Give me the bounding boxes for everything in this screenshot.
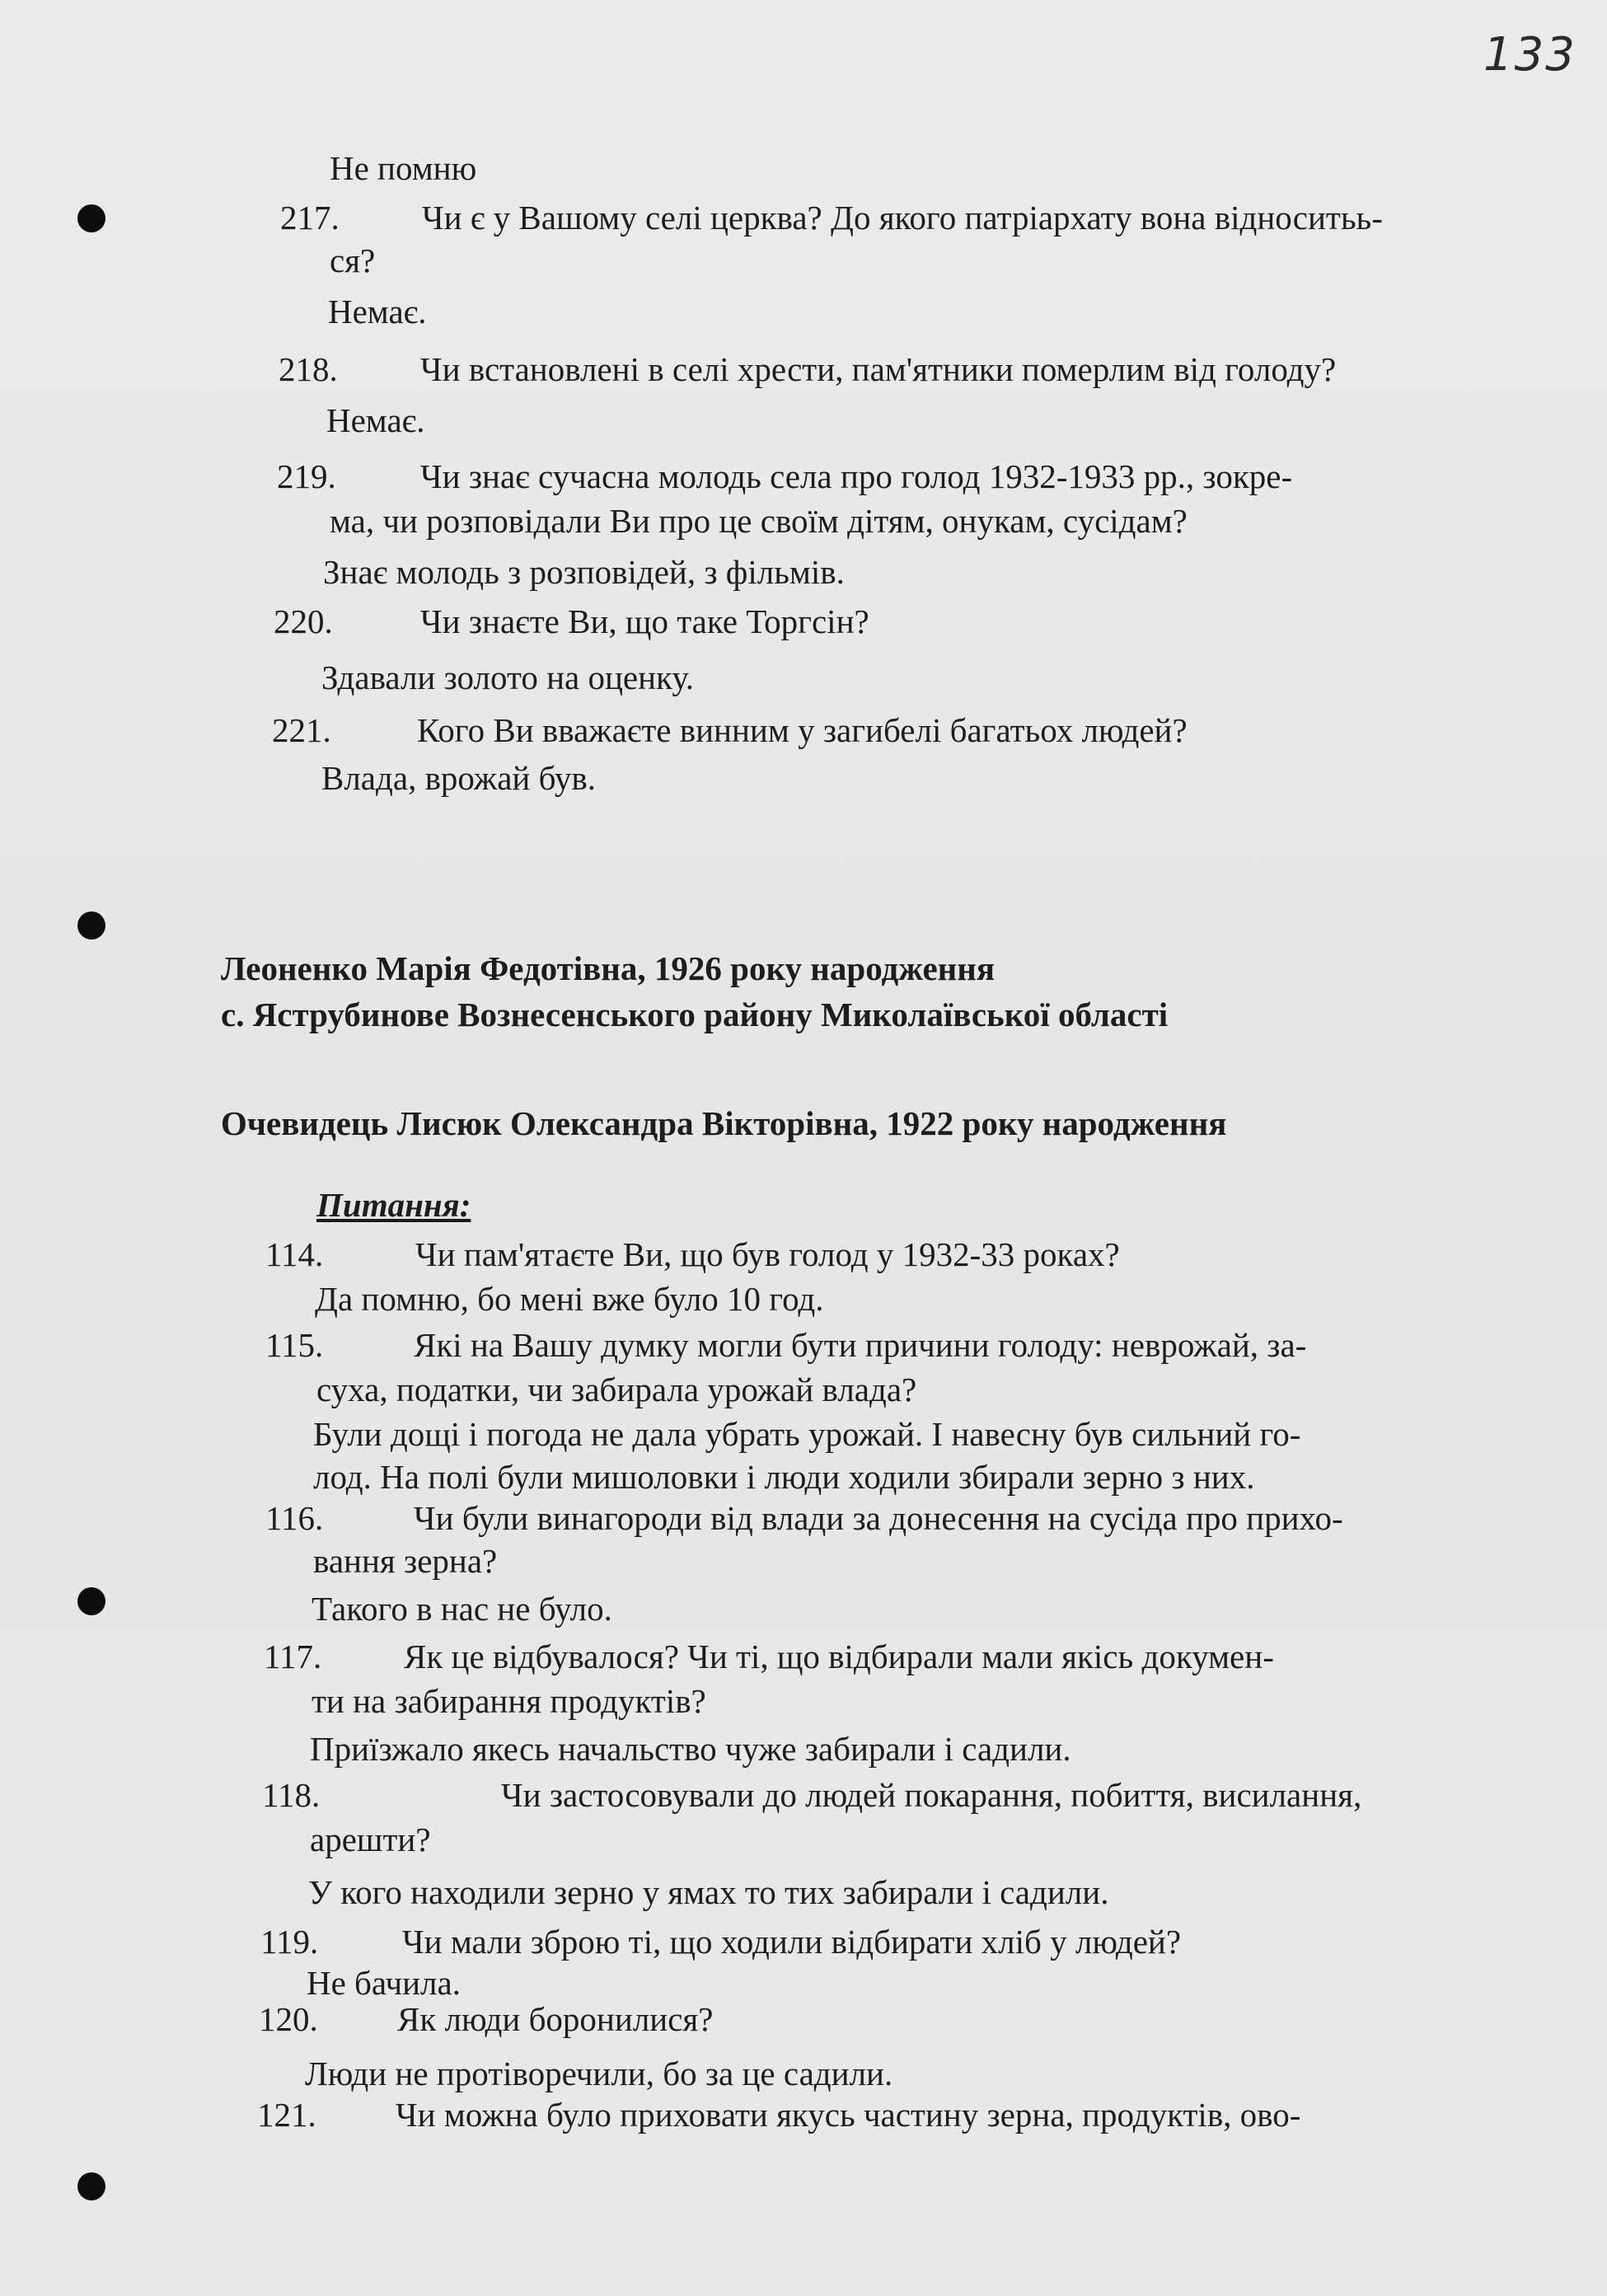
question-text-continued: вання зерна? <box>313 1542 498 1580</box>
question-number: 114. <box>265 1235 324 1273</box>
question-text: Як люди боронилися? <box>397 2000 714 2038</box>
question-number: 221. <box>272 711 331 749</box>
question-number: 121. <box>257 2096 316 2134</box>
question-text-continued: арешти? <box>310 1820 431 1858</box>
questions-label: Питання: <box>316 1186 471 1224</box>
question-number: 117. <box>264 1638 322 1675</box>
question-number: 116. <box>265 1499 324 1537</box>
answer-text: Знає молодь з розповідей, з фільмів. <box>323 553 845 591</box>
question-text-continued: ти на забирання продуктів? <box>312 1682 706 1720</box>
question-number: 119. <box>260 1923 319 1961</box>
answer-text: Не помню <box>330 149 477 187</box>
answer-text: Такого в нас не було. <box>312 1590 612 1628</box>
answer-text-continued: лод. На полі були мишоловки і люди ходили збирали зерно з них. <box>313 1458 1255 1496</box>
punch-hole <box>77 911 105 939</box>
answer-text: Немає. <box>328 293 427 330</box>
respondent-name: Леоненко Марія Федотівна, 1926 року народження <box>221 949 996 987</box>
question-number: 219. <box>277 457 336 495</box>
answer-text: Люди не протіворечили, бо за це садили. <box>305 2055 893 2092</box>
handwritten-page-number: 133 <box>1483 28 1577 82</box>
answer-text: Приїзжало якесь начальство чуже забирали і садили. <box>310 1730 1071 1768</box>
question-text-continued: ма, чи розповідали Ви про це своїм дітям, онукам, сусідам? <box>330 502 1188 540</box>
answer-text: Влада, врожай був. <box>321 759 597 797</box>
question-number: 118. <box>262 1776 321 1814</box>
answer-text: Да помню, бо мені вже було 10 год. <box>315 1280 824 1318</box>
question-number: 120. <box>259 2000 318 2038</box>
punch-hole <box>77 1587 105 1615</box>
question-text: Чи пам'ятаєте Ви, що був голод у 1932-33 роках? <box>415 1235 1120 1273</box>
question-text: Чи були винагороди від влади за донесення на сусіда про прихо- <box>414 1499 1343 1537</box>
answer-text: Були дощі і погода не дала убрать урожай. І навесну був сильний го- <box>313 1415 1301 1453</box>
question-text-continued: суха, податки, чи забирала урожай влада? <box>316 1371 917 1408</box>
question-text: Які на Вашу думку могли бути причини голоду: неврожай, за- <box>414 1326 1307 1364</box>
question-number: 217. <box>280 199 340 237</box>
question-text: Чи знаєте Ви, що таке Торгсін? <box>420 602 869 640</box>
punch-hole <box>77 204 105 232</box>
question-text: Чи мали зброю ті, що ходили відбирати хліб у людей? <box>402 1923 1182 1961</box>
question-number: 220. <box>274 602 333 640</box>
question-text: Чи застосовували до людей покарання, побиття, висилання, <box>501 1776 1362 1814</box>
question-text-continued: ся? <box>330 241 376 279</box>
question-text: Чи є у Вашому селі церква? До якого патріархату вона відноситьь- <box>422 199 1383 237</box>
respondent-location: с. Яструбинове Вознесенського району Миколаївської області <box>221 996 1169 1033</box>
question-text: Чи можна було приховати якусь частину зерна, продуктів, ово- <box>396 2096 1301 2134</box>
witness-name: Очевидець Лисюк Олександра Вікторівна, 1922 року народження <box>221 1104 1227 1142</box>
question-text: Кого Ви вважаєте винним у загибелі багатьох людей? <box>417 711 1188 749</box>
answer-text: Немає. <box>326 401 425 439</box>
question-text: Як це відбувалося? Чи ті, що відбирали мали якісь докумен- <box>404 1638 1274 1675</box>
answer-text: У кого находили зерно у ямах то тих забирали і садили. <box>308 1873 1109 1911</box>
question-number: 218. <box>279 350 338 388</box>
question-number: 115. <box>265 1326 324 1364</box>
punch-hole <box>77 2172 105 2200</box>
question-text: Чи встановлені в селі хрести, пам'ятники померлим від голоду? <box>420 350 1337 388</box>
answer-text: Не бачила. <box>307 1964 461 2002</box>
question-text: Чи знає сучасна молодь села про голод 1932-1933 рр., зокре- <box>420 457 1293 495</box>
answer-text: Здавали золото на оценку. <box>321 658 695 696</box>
